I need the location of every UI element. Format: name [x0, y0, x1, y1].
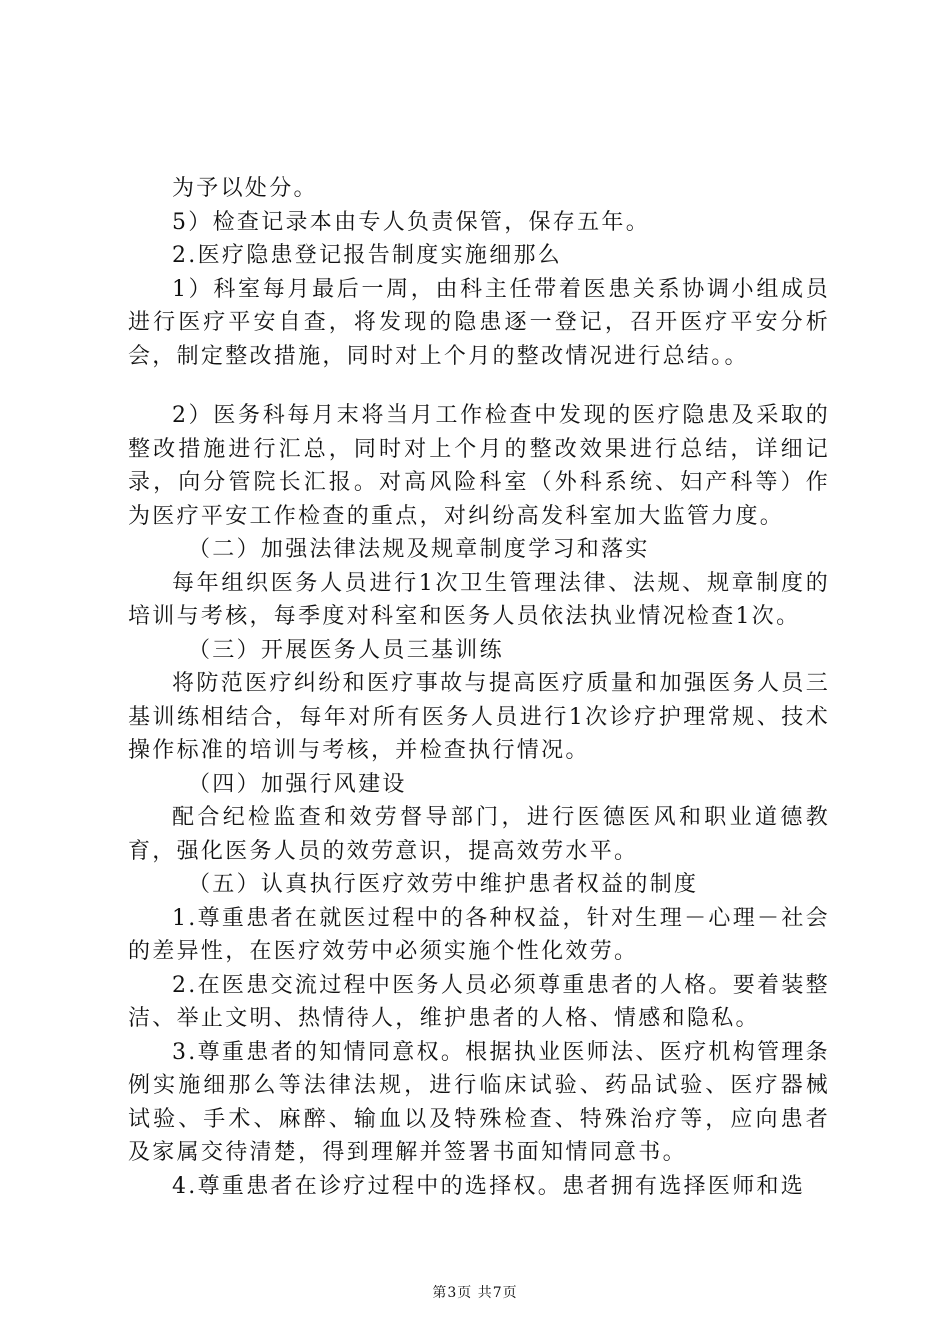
paragraph-gap [128, 373, 830, 399]
paragraph-2: 5）检查记录本由专人负责保管，保存五年。 [172, 209, 650, 235]
paragraph-14: 2.在医患交流过程中医务人员必须尊重患者的人格。要着装整洁、举止文明、热情待人，维护患者的人格、情感和隐私。 [128, 972, 830, 1031]
section-heading-2: （二）加强法律法规及规章制度学习和落实 [188, 537, 650, 562]
paragraph-11: 配合纪检监查和效劳督导部门，进行医德医风和职业道德教育，强化医务人员的效劳意识，提高效劳水平。 [128, 805, 830, 864]
section-heading-5: （五）认真执行医疗效劳中维护患者权益的制度 [188, 872, 699, 897]
paragraph-13: 1.尊重患者在就医过程中的各种权益，针对生理－心理－社会的差异性，在医疗效劳中必须实施个性化效劳。 [128, 905, 830, 964]
document-body [128, 172, 830, 1203]
page-number-footer: 第3页 共7页 [432, 1285, 518, 1301]
paragraph-15: 3.尊重患者的知情同意权。根据执业医师法、医疗机构管理条例实施细那么等法律法规，进行临床试验、药品试验、医疗器械试验、手术、麻醉、输血以及特殊检查、特殊治疗等，应向患者及家属交待清楚，得到理解并签署书面知情同意书。 [128, 1039, 830, 1165]
paragraph-5: 2）医务科每月末将当月工作检查中发现的医疗隐患及采取的整改措施进行汇总，同时对上个月的整改效果进行总结，详细记录，向分管院长汇报。对高风险科室（外科系统、妇产科等）作为医疗平安工作检查的重点，对纠纷高发科室加大监管力度。 [128, 403, 830, 529]
paragraph-9: 将防范医疗纠纷和医疗事故与提高医疗质量和加强医务人员三基训练相结合，每年对所有医务人员进行1次诊疗护理常规、技术操作标准的培训与考核，并检查执行情况。 [128, 671, 830, 763]
paragraph-16: 4.尊重患者在诊疗过程中的选择权。患者拥有选择医师和选 [172, 1173, 806, 1199]
section-heading-4: （四）加强行风建设 [188, 771, 407, 797]
paragraph-3: 2.医疗隐患登记报告制度实施细那么 [172, 243, 563, 268]
paragraph-1: 为予以处分。 [172, 176, 318, 201]
paragraph-7: 每年组织医务人员进行1次卫生管理法律、法规、规章制度的培训与考核，每季度对科室和医务人员依法执业情况检查1次。 [128, 570, 830, 629]
paragraph-4: 1）科室每月最后一周，由科主任带着医患关系协调小组成员进行医疗平安自查，将发现的隐患逐一登记，召开医疗平安分析会，制定整改措施，同时对上个月的整改情况进行总结。。 [128, 276, 830, 369]
section-heading-3: （三）开展医务人员三基训练 [188, 637, 504, 663]
